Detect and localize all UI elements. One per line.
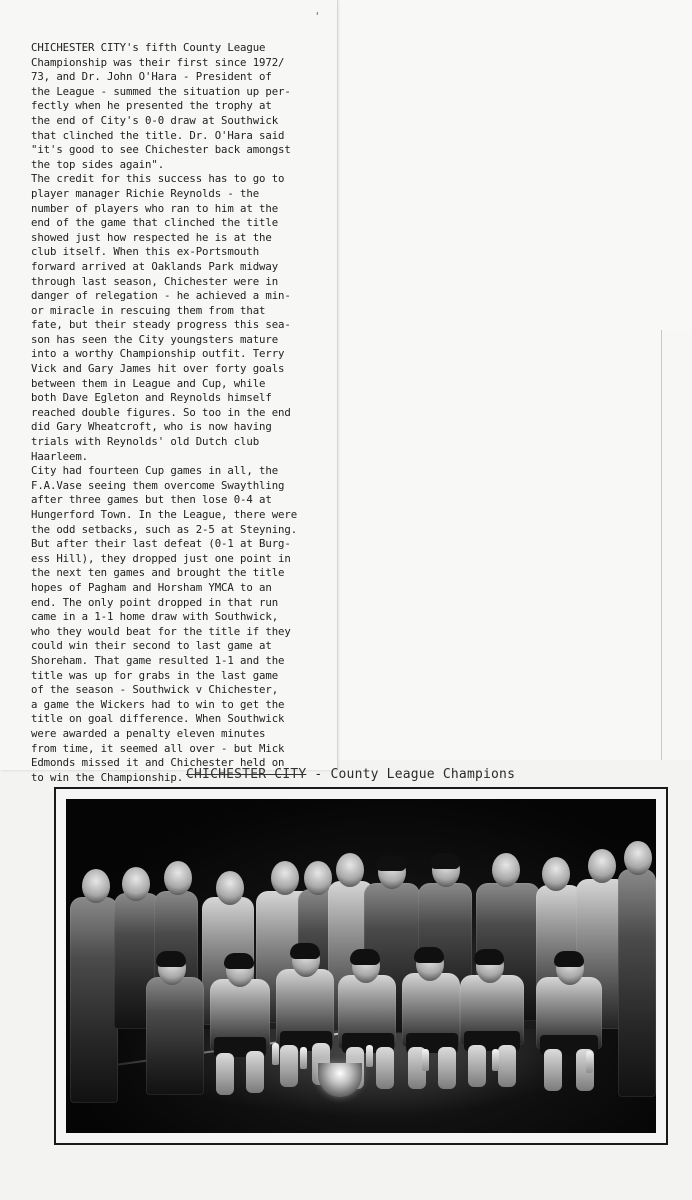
legs-front-4b (376, 1047, 394, 1089)
caption-subtitle: - County League Champions (306, 767, 516, 782)
legs-front-6a (468, 1045, 486, 1087)
hair-front-2 (224, 953, 254, 969)
hair-front-7 (554, 951, 584, 967)
bottle-4 (422, 1049, 429, 1071)
legs-front-3a (280, 1045, 298, 1087)
bottle-1 (272, 1043, 279, 1065)
hair-front-5 (414, 947, 444, 963)
player-back-13 (618, 869, 656, 1097)
head-back-7 (336, 853, 364, 887)
hair-front-6 (474, 949, 504, 965)
head-back-5 (271, 861, 299, 895)
player-back-1 (70, 897, 118, 1103)
legs-front-2a (216, 1053, 234, 1095)
team-photo (66, 799, 656, 1133)
team-photo-frame (54, 787, 668, 1145)
bottle-3 (366, 1045, 373, 1067)
caption-title: CHICHESTER CITY (186, 767, 307, 782)
player-front-1 (146, 977, 204, 1095)
legs-front-2b (246, 1051, 264, 1093)
corner-mark: ' (314, 10, 321, 23)
head-back-10 (492, 853, 520, 887)
legs-front-7a (544, 1049, 562, 1091)
head-back-12 (588, 849, 616, 883)
head-back-4 (216, 871, 244, 905)
head-back-2 (122, 867, 150, 901)
bottle-6 (586, 1051, 593, 1073)
hair-front-4 (350, 949, 380, 965)
head-back-13 (624, 841, 652, 875)
article-clipping (0, 0, 338, 784)
hair-back-8 (376, 855, 406, 871)
page-background-right (337, 0, 692, 760)
article-text: CHICHESTER CITY's fifth County League Championship was their first since 1972/ 73, and Dr. John O'Hara - President of the League - summed the situation up per- fectly when he presented the trophy at the end of City's 0-0 draw at Southwick that clinched the title. Dr. O'Hara said "it's good to see Chichester back amongst the top sides again". The credit for this success has to go to player manager Richie Reynolds - the number of players who ran to him at the end of the game that clinched the title showed just how respected he is at the club itself. When this ex-Portsmouth forward arrived at Oaklands Park midway through last season, Chichester were in danger of relegation - he achieved a min- or miracle in rescuing them from that fate, but their steady progress this sea- son has seen the City youngsters mature into a worthy Championship outfit. Terry Vick and Gary James hit over forty goals between them in League and Cup, while both Dave Egleton and Reynolds himself reached double figures. So too in the end did Gary Wheatcroft, who is now having trials with Reynolds' old Dutch club Haarleem. City had fourteen Cup games in all, the F.A.Vase seeing them overcome Swaythling after three games but then lose 0-4 at Hungerford Town. In the League, there were the odd setbacks, such as 2-5 at Steyning. But after their last defeat (0-1 at Burg- ess Hill), they dropped just one point in the next ten games and brought the title hopes of Pagham and Horsham YMCA to an end. The only point dropped in that run came in a 1-1 home draw with Southwick, who they would beat for the title if they could win their second to last game at Shoreham. That game resulted 1-1 and the title was up for grabs in the last game of the season - Southwick v Chichester, a game the Wickers had to win to get the title on goal difference. When Southwick were awarded a penalty eleven minutes from time, it seemed all over - but Mick Edmonds missed it and Chichester held on to win the Championship. (31, 41, 298, 784)
head-back-1 (82, 869, 110, 903)
hair-front-3 (290, 943, 320, 959)
head-back-3 (164, 861, 192, 895)
bottle-2 (300, 1047, 307, 1069)
hair-back-9 (430, 853, 460, 869)
head-back-11 (542, 857, 570, 891)
paper-edge (661, 330, 692, 760)
legs-front-5b (438, 1047, 456, 1089)
legs-front-6b (498, 1045, 516, 1087)
bottle-5 (492, 1049, 499, 1071)
photo-caption (186, 765, 616, 785)
hair-front-1 (156, 951, 186, 967)
